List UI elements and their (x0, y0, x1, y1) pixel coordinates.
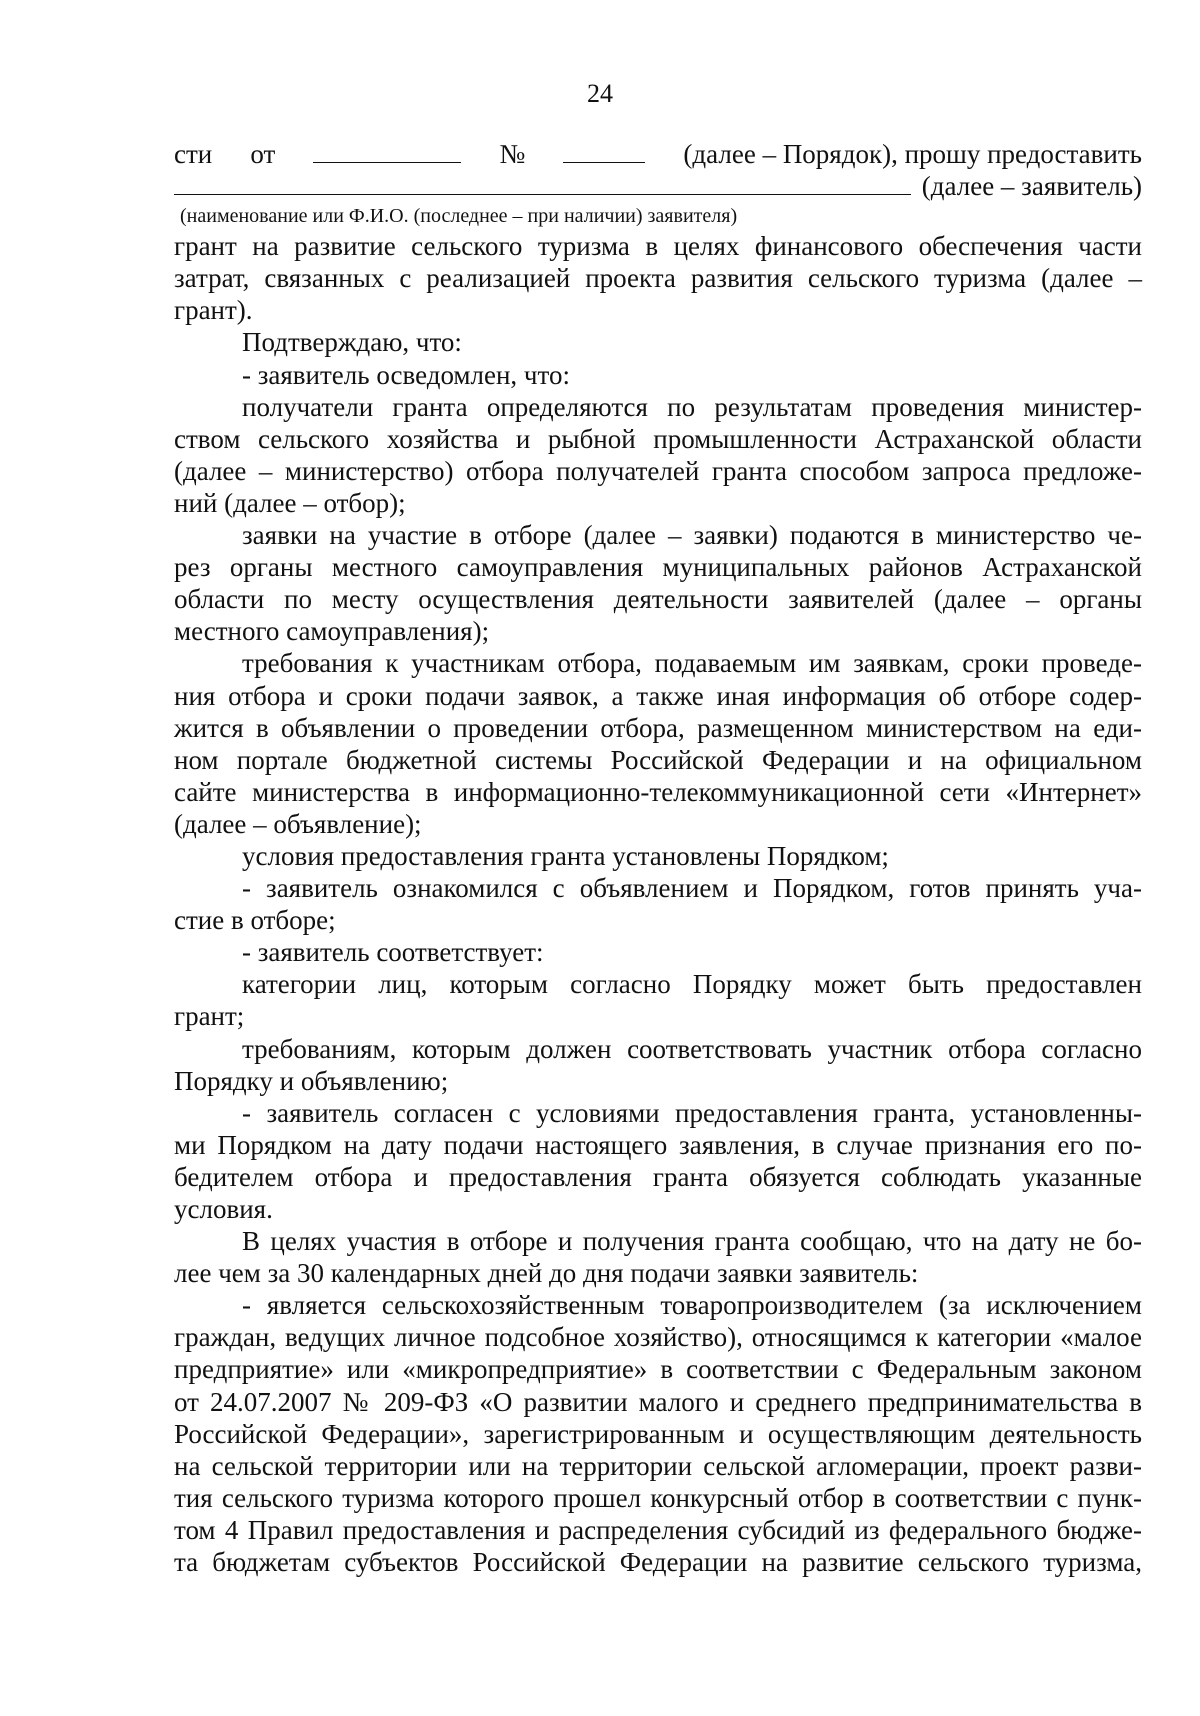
text-fragment: от (250, 139, 276, 169)
text-line: граждан, ведущих личное подсобное хозяйство), относящимся к категории «малое (174, 1322, 1142, 1353)
text-line: на сельской территории или на территории сельской агломерации, проект разви- (174, 1450, 1142, 1481)
text-line: грант). (174, 295, 253, 326)
text-line: области по месту осуществления деятельности заявителей (далее – органы (174, 584, 1142, 615)
text-line: та бюджетам субъектов Российской Федерации на развитие сельского туризма, (174, 1547, 1142, 1578)
page-number: 24 (587, 79, 613, 108)
text-line: Российской Федерации», зарегистрированным и осуществляющим деятельность (174, 1418, 1142, 1449)
text-line: условия предоставления гранта установлены Порядком; (242, 840, 889, 871)
form-line-2 (174, 170, 1142, 202)
text-line: стие в отборе; (174, 905, 336, 936)
document-body (174, 138, 1142, 1578)
text-fragment: сти (174, 139, 213, 169)
text-line: Подтверждаю, что: (242, 327, 462, 358)
number-blank-field (563, 140, 645, 163)
text-line: - заявитель согласен с условиями предоставления гранта, установленны- (242, 1097, 1142, 1128)
text-line: - заявитель соответствует: (242, 937, 544, 968)
text-line: В целях участия в отборе и получения гранта сообщаю, что на дату не бо- (242, 1226, 1142, 1257)
text-fragment: № (499, 139, 526, 169)
text-line: местного самоуправления); (174, 616, 490, 647)
text-line: категории лиц, которым согласно Порядку может быть предоставлен (242, 969, 1142, 1000)
text-line: ном портале бюджетной системы Российской Федерации и на официальном (174, 744, 1142, 775)
text-line: ством сельского хозяйства и рыбной промышленности Астраханской области (174, 423, 1142, 454)
text-line: лее чем за 30 календарных дней до дня подачи заявки заявитель: (174, 1258, 919, 1289)
text-line: грант на развитие сельского туризма в целях финансового обеспечения части (174, 231, 1142, 262)
text-line: ния отбора и сроки подачи заявок, а также иная информация об отборе содер- (174, 680, 1142, 711)
text-line: получатели гранта определяются по результатам проведения министер- (242, 391, 1142, 422)
text-line: предприятие» или «микропредприятие» в соответствии с Федеральным законом (174, 1354, 1142, 1385)
text-line: рез органы местного самоуправления муниципальных районов Астраханской (174, 552, 1142, 583)
text-line: затрат, связанных с реализацией проекта развития сельского туризма (далее – (174, 263, 1142, 294)
text-line: сайте министерства в информационно-телекоммуникационной сети «Интернет» (174, 776, 1142, 807)
text-line: ми Порядком на дату подачи настоящего заявления, в случае признания его по- (174, 1129, 1142, 1160)
form-line-1 (174, 138, 1142, 170)
text-line: - заявитель ознакомился с объявлением и Порядком, готов принять уча- (242, 873, 1142, 904)
text-line: тия сельского туризма которого прошел конкурсный отбор в соответствии с пунк- (174, 1482, 1142, 1513)
text-line: требованиям, которым должен соответствовать участник отбора согласно (242, 1033, 1142, 1064)
field-caption: (наименование или Ф.И.О. (последнее – при наличии) заявителя) (180, 205, 738, 228)
text-line: грант; (174, 1001, 245, 1032)
text-line: (далее – объявление); (174, 808, 422, 839)
text-line: бедителем отбора и предоставления гранта обязуется соблюдать указанные (174, 1161, 1142, 1192)
text-fragment: (далее – Порядок), прошу предоставить (683, 139, 1142, 169)
text-line: заявки на участие в отборе (далее – заявки) подаются в министерство че- (242, 520, 1142, 551)
text-fragment: (далее – заявитель) (921, 171, 1142, 202)
text-line: том 4 Правил предоставления и распределения субсидий из федерального бюдже- (174, 1514, 1142, 1545)
date-blank-field (313, 140, 461, 163)
text-line: требования к участникам отбора, подаваемым им заявкам, сроки проведе- (242, 648, 1142, 679)
text-line: - заявитель осведомлен, что: (242, 359, 570, 390)
text-line: (далее – министерство) отбора получателей гранта способом запроса предложе- (174, 455, 1142, 486)
text-line: Порядку и объявлению; (174, 1065, 449, 1096)
text-line: - является сельскохозяйственным товаропроизводителем (за исключением (242, 1290, 1142, 1321)
text-line: жится в объявлении о проведении отбора, размещенном министерством на еди- (174, 712, 1142, 743)
text-line: от 24.07.2007 № 209-ФЗ «О развитии малого и среднего предпринимательства в (174, 1386, 1142, 1417)
text-line: ний (далее – отбор); (174, 487, 406, 518)
text-line: условия. (174, 1194, 273, 1224)
applicant-name-blank-field (174, 172, 911, 195)
